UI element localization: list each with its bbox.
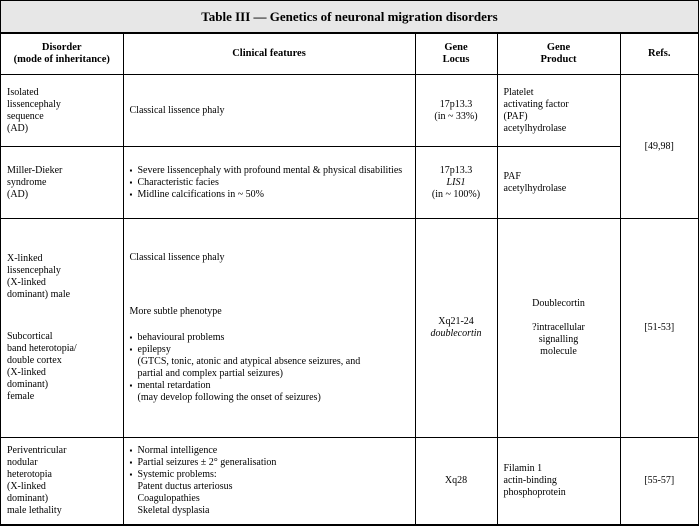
header-clinical: Clinical features xyxy=(123,34,415,75)
header-locus: Gene Locus xyxy=(415,34,497,75)
header-product: Gene Product xyxy=(497,34,620,75)
header-disorder: Disorder (mode of inheritance) xyxy=(1,34,123,75)
row2-locus: 17p13.3 LIS1 (in ~ 100%) xyxy=(415,147,497,219)
row1-clinical: Classical lissence phaly xyxy=(123,75,415,147)
row3-locus: Xq21-24 doublecortin xyxy=(415,219,497,438)
table-row xyxy=(1,438,698,525)
header-refs: Refs. xyxy=(620,34,698,75)
row4-locus: Xq28 xyxy=(415,438,497,525)
header-row xyxy=(1,34,698,75)
row2-disorder: Miller-Dieker syndrome (AD) xyxy=(1,147,123,219)
row4-refs: [55-57] xyxy=(620,438,698,525)
row3-product: Doublecortin ?intracellular signalling molecule xyxy=(497,219,620,438)
row4-product: Filamin 1 actin-binding phosphoprotein xyxy=(497,438,620,525)
row4-clinical: ▪ Normal intelligence ▪ Partial seizures ± 2° generalisation ▪ Systemic problems: Patent ductus arteriosus Coagulopathies Skeletal dysplasia xyxy=(123,438,415,525)
table-row xyxy=(1,219,698,438)
row1-disorder: Isolated lissencephaly sequence (AD) xyxy=(1,75,123,147)
table-row xyxy=(1,147,698,219)
genetics-table xyxy=(1,33,698,525)
table-row xyxy=(1,75,698,147)
row2-product: PAF acetylhydrolase xyxy=(497,147,620,219)
row1-locus: 17p13.3 (in ~ 33%) xyxy=(415,75,497,147)
row3-refs: [51-53] xyxy=(620,219,698,438)
row3-clinical: Classical lissence phaly More subtle phenotype ▪ behavioural problems ▪ epilepsy (GTCS, tonic, atonic and atypical absence seizures, and partial and complex partial seizures) ▪ mental retardation (may develop following the onset of seizures) xyxy=(123,219,415,438)
row1-product: Platelet activating factor (PAF) acetylhydrolase xyxy=(497,75,620,147)
row3-disorder: X-linked lissencephaly (X-linked dominant) male Subcortical band heterotopia/ double cortex (X-linked dominant) female xyxy=(1,219,123,438)
row2-clinical: ▪ Severe lissencephaly with profound mental & physical disabilities ▪ Characteristic facies ▪ Midline calcifications in ~ 50% xyxy=(123,147,415,219)
row4-disorder: Periventricular nodular heterotopia (X-linked dominant) male lethality xyxy=(1,438,123,525)
refs-rows-1-2: [49,98] xyxy=(620,75,698,219)
table-title: Table III — Genetics of neuronal migration disorders xyxy=(1,1,698,33)
